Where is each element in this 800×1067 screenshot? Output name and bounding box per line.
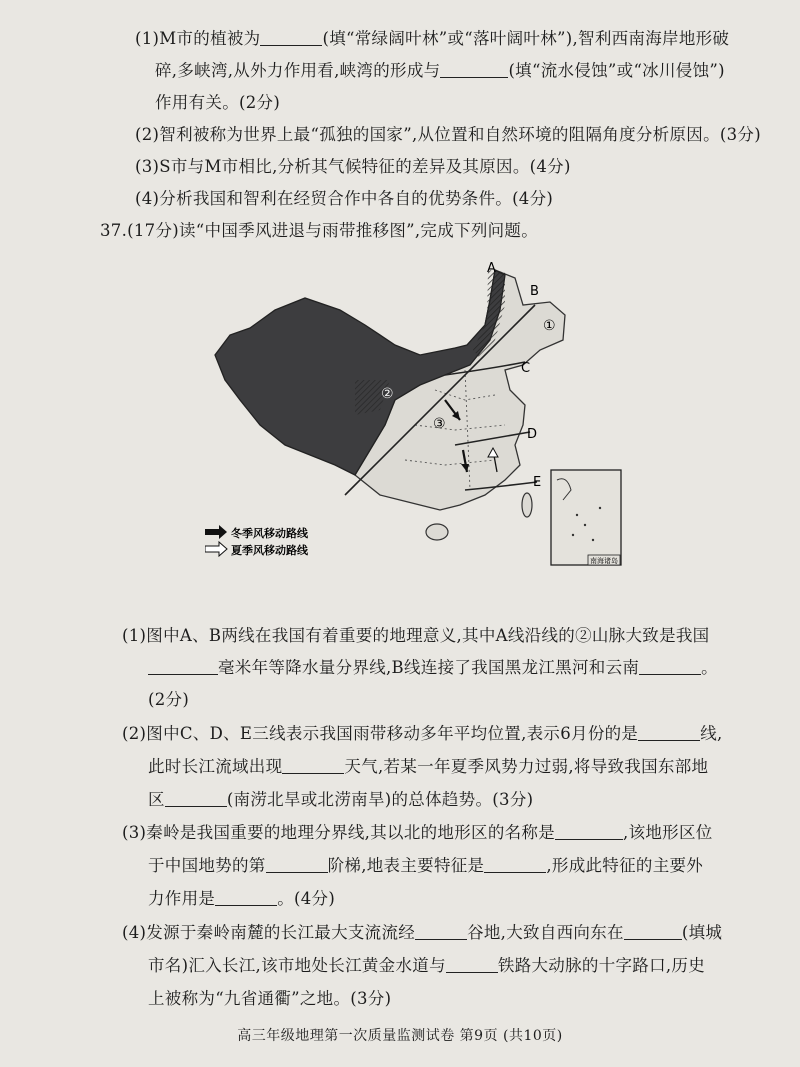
answer-blank[interactable] xyxy=(148,658,218,675)
text: 。 xyxy=(701,658,718,677)
answer-blank[interactable] xyxy=(639,658,701,675)
answer-blank[interactable] xyxy=(165,790,227,807)
text: 力作用是 xyxy=(148,889,216,908)
answer-blank[interactable] xyxy=(440,61,508,78)
q36-part2 xyxy=(135,124,761,146)
text: ,该地形区位 xyxy=(623,823,713,842)
text: (1)图中A、B两线在我国有着重要的地理意义,其中A线沿线的②山脉大致是我国 xyxy=(122,626,710,645)
q37-part2-line2 xyxy=(148,756,708,778)
q37-part3-line1 xyxy=(122,822,713,844)
label-a: A xyxy=(487,261,496,276)
q36-part1-line2 xyxy=(155,60,725,82)
answer-blank[interactable] xyxy=(446,956,498,973)
hainan-island xyxy=(426,524,448,540)
text: 市名)汇入长江,该市地处长江黄金水道与 xyxy=(148,956,446,975)
text: 线, xyxy=(700,724,723,743)
china-monsoon-map xyxy=(205,250,625,580)
answer-blank[interactable] xyxy=(624,923,682,940)
text: (2)智利被称为世界上最“孤独的国家”,从位置和自然环境的阻隔角度分析原因。(3分) xyxy=(135,125,761,144)
legend-summer: 夏季风移动路线 xyxy=(231,544,308,557)
text: 此时长江流域出现 xyxy=(148,757,283,776)
q37-part1-line1 xyxy=(122,625,709,647)
answer-blank[interactable] xyxy=(215,889,277,906)
q36-part1-line1 xyxy=(135,28,729,50)
text: 区 xyxy=(148,790,165,809)
map-svg xyxy=(205,250,625,580)
text: 。(4分) xyxy=(277,889,336,908)
label-e: E xyxy=(533,475,542,490)
q37-part4-line2 xyxy=(148,955,705,977)
text: 毫米年等降水量分界线,B线连接了我国黑龙江黑河和云南 xyxy=(218,658,640,677)
answer-blank[interactable] xyxy=(282,757,344,774)
text: (填“流水侵蚀”或“冰川侵蚀”) xyxy=(508,61,725,80)
text: (填城 xyxy=(681,923,723,942)
q37-part1-line2 xyxy=(148,657,718,679)
label-3: ③ xyxy=(433,416,446,432)
answer-blank[interactable] xyxy=(260,29,322,46)
text: 阶梯,地表主要特征是 xyxy=(327,856,485,875)
label-d: D xyxy=(527,427,538,442)
q36-part3 xyxy=(135,156,571,178)
q37-part2-line1 xyxy=(122,723,723,745)
text: ,形成此特征的主要外 xyxy=(546,856,704,875)
legend-summer-arrow xyxy=(205,542,227,556)
answer-blank[interactable] xyxy=(638,724,700,741)
inset-label: 南海诸岛 xyxy=(590,557,618,565)
text: (填“常绿阔叶林”或“落叶阔叶林”),智利西南海岸地形破 xyxy=(322,29,730,48)
q37-part1-line3 xyxy=(148,689,189,711)
label-2: ② xyxy=(381,386,394,402)
inset-box xyxy=(551,470,621,565)
q37-part3-line3 xyxy=(148,888,335,910)
q36-part4 xyxy=(135,188,553,210)
answer-blank[interactable] xyxy=(484,856,546,873)
label-c: C xyxy=(521,361,531,376)
text: (4)发源于秦岭南麓的长江最大支流流经 xyxy=(122,923,416,942)
q36-part1-line3 xyxy=(155,92,280,114)
text: (2)图中C、D、E三线表示我国雨带移动多年平均位置,表示6月份的是 xyxy=(122,724,639,743)
answer-blank[interactable] xyxy=(415,923,467,940)
text: (4)分析我国和智利在经贸合作中各自的优势条件。(4分) xyxy=(135,189,554,208)
q37-part4-line3 xyxy=(148,988,391,1010)
text: 谷地,大致自西向东在 xyxy=(467,923,624,942)
text: 于中国地势的第 xyxy=(148,856,266,875)
text: (1)M市的植被为 xyxy=(135,29,261,48)
page-footer: 高三年级地理第一次质量监测试卷 第9页 (共10页) xyxy=(237,1028,563,1044)
q37-part2-line3 xyxy=(148,789,533,811)
q37-part4-line1 xyxy=(122,922,722,944)
text: 37.(17分)读“中国季风进退与雨带推移图”,完成下列问题。 xyxy=(100,221,539,240)
text: (3)S市与M市相比,分析其气候特征的差异及其原因。(4分) xyxy=(135,157,571,176)
answer-blank[interactable] xyxy=(555,823,623,840)
legend-winter: 冬季风移动路线 xyxy=(231,527,308,540)
text: 作用有关。(2分) xyxy=(155,93,281,112)
text: 上被称为“九省通衢”之地。(3分) xyxy=(148,989,392,1008)
text: (2分) xyxy=(148,690,190,709)
q37-part3-line2 xyxy=(148,855,703,877)
label-b: B xyxy=(530,284,539,299)
text: 天气,若某一年夏季风势力过弱,将导致我国东部地 xyxy=(344,757,709,776)
q37-title xyxy=(100,220,538,242)
taiwan-island xyxy=(522,493,532,517)
label-1: ① xyxy=(543,318,556,334)
text: (3)秦岭是我国重要的地理分界线,其以北的地形区的名称是 xyxy=(122,823,556,842)
legend-winter-arrow xyxy=(205,525,227,539)
text: (南涝北旱或北涝南旱)的总体趋势。(3分) xyxy=(226,790,534,809)
answer-blank[interactable] xyxy=(266,856,328,873)
text: 铁路大动脉的十字路口,历史 xyxy=(497,956,706,975)
text: 碎,多峡湾,从外力作用看,峡湾的形成与 xyxy=(155,61,441,80)
